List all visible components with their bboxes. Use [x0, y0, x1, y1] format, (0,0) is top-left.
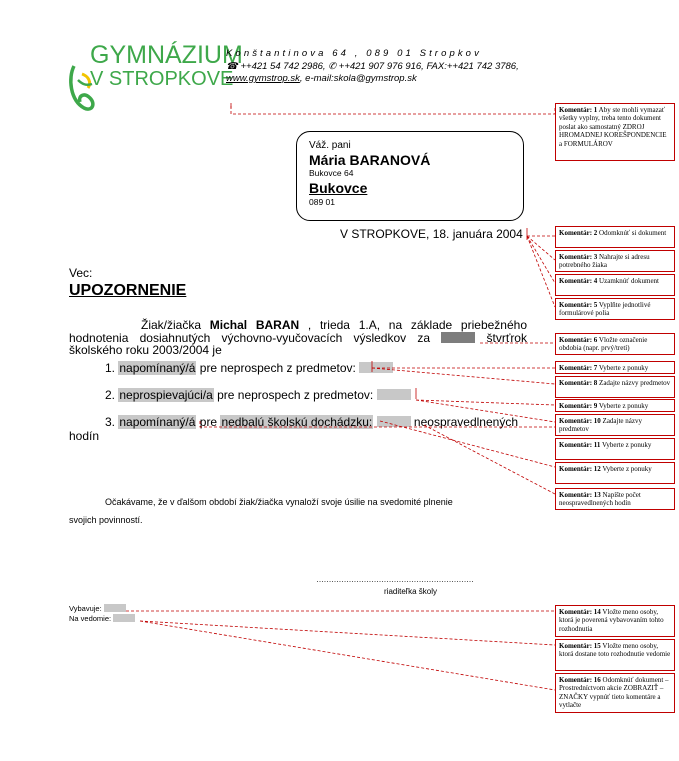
comment-2-label: Komentár: 2: [559, 229, 598, 237]
period-field[interactable]: [441, 332, 475, 343]
comment-14-text: Vložte meno osoby, ktorá je poverená vybavovaním tohto rozhodnutia: [559, 608, 664, 633]
address-phones: ☎ ++421 54 742 2986, ✆ ++421 907 976 916, FAX:++421 742 3786,: [226, 60, 519, 72]
closing-line-1: Očakávame, že v ďalšom období žiak/žiačka vynaloží svoje úsilie na svedomité plnenie: [105, 497, 453, 507]
comment-7-label: Komentár: 7: [559, 364, 598, 372]
comment-4[interactable]: [555, 274, 675, 296]
comment-7-text: Vyberte z ponuky: [598, 364, 649, 372]
comment-10-label: Komentár: 10: [559, 417, 601, 425]
item-1-text: pre neprospech z predmetov:: [199, 361, 356, 375]
comment-3-text: Nahrajte si adresu potrebného žiaka: [559, 253, 650, 270]
comment-6-text: Vložte označenie obdobia (napr. prvý/tretí): [559, 336, 648, 353]
comment-8[interactable]: [555, 376, 675, 398]
closing-line-2: svojich povinností.: [69, 515, 143, 525]
item-3-text: neospravedlnených: [413, 415, 518, 429]
comment-9-label: Komentár: 9: [559, 402, 598, 410]
comment-1[interactable]: [555, 103, 675, 161]
comment-7[interactable]: [555, 361, 675, 374]
item-3-number: 3.: [105, 415, 116, 429]
issued-by: [69, 604, 126, 613]
recipient-street[interactable]: Bukovce 64: [309, 168, 354, 178]
comment-9[interactable]: [555, 399, 675, 412]
comment-6-label: Komentár: 6: [559, 336, 598, 344]
address-street: Konštantinova 64 , 089 01 Stropkov: [226, 48, 482, 59]
issued-by-label: Vybavuje:: [69, 604, 102, 613]
comment-1-label: Komentár: 1: [559, 106, 598, 114]
comment-4-text: Uzamknúť dokument: [599, 277, 659, 285]
comment-5[interactable]: [555, 298, 675, 320]
item-2-number: 2.: [105, 388, 116, 402]
item-1: [105, 361, 393, 375]
item-3: [105, 415, 518, 429]
item-2: [105, 388, 411, 402]
student-prefix: Žiak/žiačka: [141, 318, 202, 332]
comment-3[interactable]: [555, 250, 675, 272]
comment-16-label: Komentár: 16: [559, 676, 601, 684]
recipient-zip[interactable]: 089 01: [309, 197, 335, 207]
item-2-subjects-field[interactable]: [377, 389, 411, 400]
notified-label: Na vedomie:: [69, 614, 112, 623]
item-3-pre: pre: [199, 415, 218, 429]
comment-13[interactable]: [555, 488, 675, 510]
recipient-city[interactable]: Bukovce: [309, 180, 368, 196]
item-2-text: pre neprospech z predmetov:: [217, 388, 374, 402]
comment-4-label: Komentár: 4: [559, 277, 598, 285]
notified-field[interactable]: [113, 614, 135, 622]
comment-3-label: Komentár: 3: [559, 253, 598, 261]
notified: [69, 614, 135, 623]
comment-13-label: Komentár: 13: [559, 491, 601, 499]
email-text: , e-mail:skola@gymstrop.sk: [299, 73, 417, 84]
school-logo-text: [90, 41, 243, 90]
comment-5-text: Vyplňte jednotlivé formulárové polia: [559, 301, 651, 318]
comment-14[interactable]: [555, 605, 675, 637]
item-3-reason-dropdown[interactable]: nedbalú školskú dochádzku:: [221, 415, 373, 429]
item-3-hours-field[interactable]: [377, 416, 411, 427]
subject-label: Vec:: [69, 266, 93, 280]
comment-15[interactable]: [555, 639, 675, 671]
signature-label: riaditeľka školy: [384, 587, 438, 596]
comment-16-text: Odomknúť dokument – Prostredníctvom akcie ZOBRAZIŤ – ZNAČKY vypnúť tieto komentáre a vytlačte: [559, 676, 669, 710]
website-link[interactable]: www.gymstrop.sk: [226, 73, 300, 84]
body-text-1: , trieda 1.A, na základe priebežného hodnotenia dosiahnutých výchovno-vyučovacích výsledkov za: [69, 318, 527, 345]
comment-8-text: Zadajte názvy predmetov: [599, 379, 671, 387]
comment-12-text: Vyberte z ponuky: [602, 465, 652, 473]
comment-14-label: Komentár: 14: [559, 608, 601, 616]
recipient-name[interactable]: Mária BARANOVÁ: [309, 152, 431, 168]
item-3-dropdown[interactable]: napomínaný/á: [119, 415, 196, 429]
school-address: [226, 48, 519, 86]
body-text-2: štvrťrok školského roku 2003/2004 je: [69, 330, 527, 357]
item-1-subjects-field[interactable]: [359, 362, 393, 373]
recipient-salutation: Váž. pani: [309, 140, 351, 151]
comment-15-text: Vložte meno osoby, ktorá dostane toto rozhodnutie vedomie: [559, 642, 671, 659]
comment-6[interactable]: [555, 333, 675, 355]
student-name[interactable]: Michal BARAN: [209, 318, 300, 332]
comment-10-text: Zadajte názvy predmetov: [559, 417, 642, 434]
comment-11-text: Vyberte z ponuky: [602, 441, 652, 449]
comment-10[interactable]: [555, 414, 675, 436]
comment-8-label: Komentár: 8: [559, 379, 598, 387]
issued-by-field[interactable]: [104, 604, 126, 612]
signature-line: ………………………………………………………: [316, 575, 474, 584]
item-2-dropdown[interactable]: neprospievajúci/a: [119, 388, 213, 402]
item-1-dropdown[interactable]: napomínaný/á: [119, 361, 196, 375]
comment-1-text: Aby ste mohli vymazať všetky vyplny, treba tento dokument poslat ako samostatný ZDROJ HROMADNEJ KOREŠPONDENCIE a FORMULÁROV: [559, 106, 667, 148]
comment-11[interactable]: [555, 438, 675, 460]
recipient-address-box: [296, 131, 524, 221]
comment-16[interactable]: [555, 673, 675, 713]
comment-13-text: Napíšte počet neospravedlnených hodín: [559, 491, 641, 508]
body-paragraph: [69, 319, 527, 357]
letter-date[interactable]: V STROPKOVE, 18. januára 2004: [340, 227, 523, 241]
item-3-end: hodín: [69, 429, 100, 443]
comment-9-text: Vyberte z ponuky: [598, 402, 649, 410]
comment-12-label: Komentár: 12: [559, 465, 601, 473]
logo-line-2: V STROPKOVE: [90, 68, 234, 90]
logo-line-1: GYMNÁZIUM: [90, 41, 243, 69]
comment-5-label: Komentár: 5: [559, 301, 598, 309]
item-1-number: 1.: [105, 361, 116, 375]
comment-2-text: Odomknúť si dokument: [599, 229, 667, 237]
comment-11-label: Komentár: 11: [559, 441, 601, 449]
comment-2[interactable]: [555, 226, 675, 248]
comment-12[interactable]: [555, 462, 675, 484]
comment-15-label: Komentár: 15: [559, 642, 601, 650]
subject-title: UPOZORNENIE: [69, 282, 187, 299]
